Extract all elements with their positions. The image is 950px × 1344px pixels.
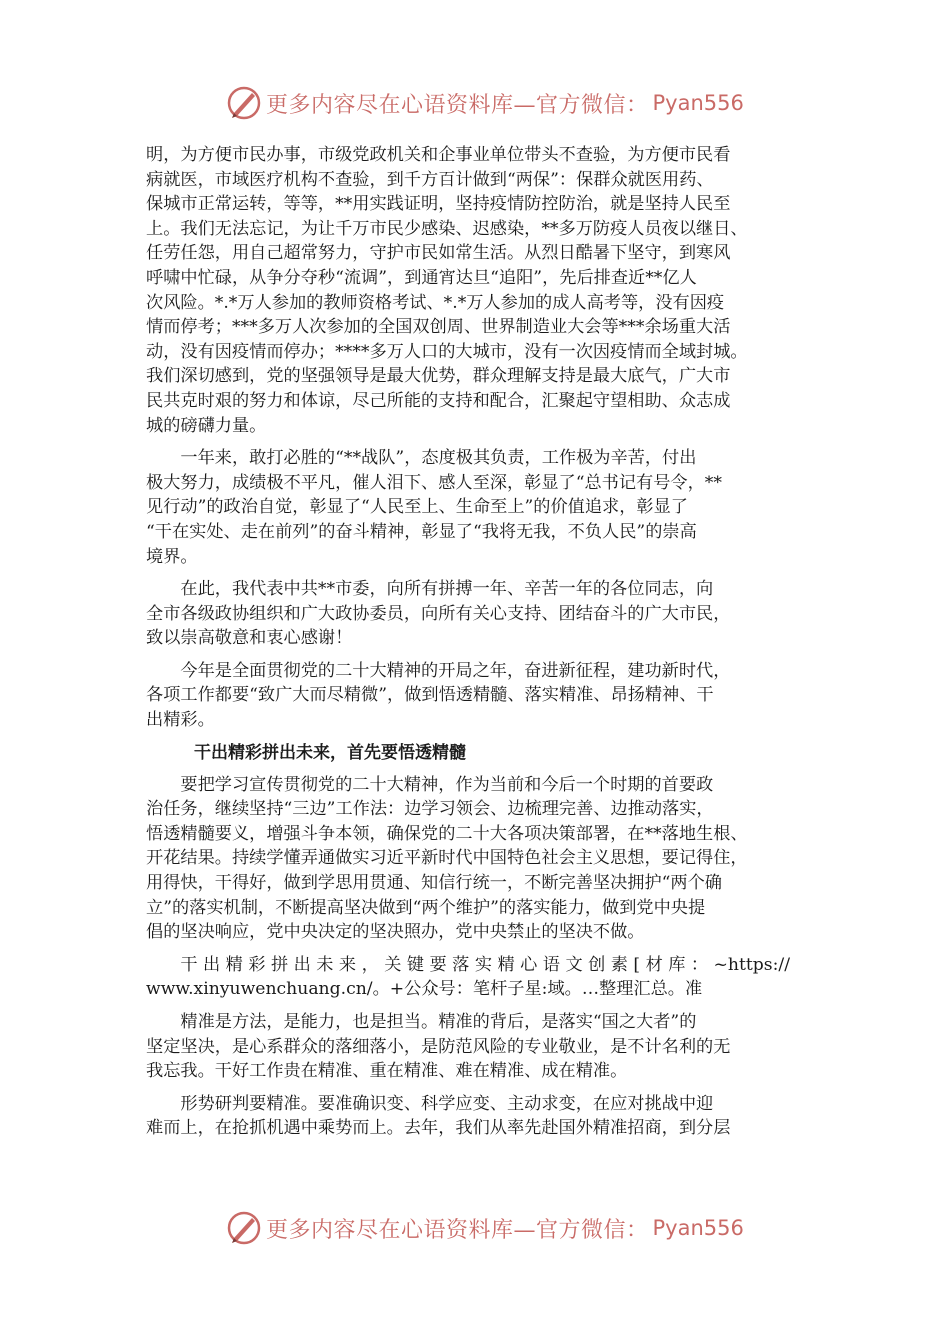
- text-line: 城的磅礴力量。: [146, 415, 267, 436]
- pen-logo-icon: [226, 85, 262, 121]
- text-line: 任劳任怨，用自己超常努力，守护市民如常生活。从烈日酷暑下坚守，到寒风: [146, 243, 731, 264]
- text-line: 情而停考；***多万人次参加的全国双创周、世界制造业大会等***余场重大活: [146, 317, 731, 338]
- text-line: 在此，我代表中共**市委，向所有拼搏一年、辛苦一年的各位同志，向: [146, 579, 714, 600]
- banner-text: 更多内容尽在心语资料库—官方微信：: [266, 92, 649, 118]
- text-line: 各项工作都要“致广大而尽精微”，做到悟透精髓、落实精准、昂扬精神、干: [146, 685, 714, 706]
- text-line: 致以崇高敬意和衷心感谢！: [146, 628, 353, 649]
- header-banner: [0, 83, 950, 123]
- text-line: 今年是全面贯彻党的二十大精神的开局之年，奋进新征程，建功新时代，: [146, 660, 731, 681]
- text-line: 我忘我。干好工作贵在精准、重在精准、难在精准、成在精准。: [146, 1061, 628, 1082]
- text-line: 上。我们无法忘记，为让千万市民少感染、迟感染，**多万防疫人员夜以继日、: [146, 218, 748, 239]
- text-line: 难而上，在抢抓机遇中乘势而上。去年，我们从率先赴国外精准招商，到分层: [146, 1118, 731, 1139]
- text-line: www.xinyuwenchuang.cn/。+公众号：笔杆子星:域。…整理汇总。准: [146, 979, 703, 1000]
- section-heading: 干出精彩拼出未来，首先要悟透精髓: [194, 742, 466, 763]
- text-line: 形势研判要精准。要准确识变、科学应变、主动求变，在应对挑战中迎: [146, 1093, 714, 1114]
- text-line: 保城市正常运转，等等，**用实践证明，坚持疫情防控防治，就是坚持人民至: [146, 194, 731, 215]
- text-line: 境界。: [146, 546, 198, 567]
- paragraph-2: [146, 446, 810, 569]
- text-line: 坚定坚决，是心系群众的落细落小，是防范风险的专业敬业，是不计名利的无: [146, 1036, 731, 1057]
- pen-logo-icon: [226, 1210, 262, 1246]
- text-line: 开花结果。持续学懂弄通做实习近平新时代中国特色社会主义思想，要记得住，: [146, 848, 748, 869]
- text-line: 我们深切感到，党的坚强领导是最大优势，群众理解支持是最大底气，广大市: [146, 366, 731, 387]
- banner-wechat-id: Pyan556: [652, 1216, 744, 1240]
- text-line: 倡的坚决响应，党中央决定的坚决照办，党中央禁止的坚决不做。: [146, 922, 645, 943]
- paragraph-8: [146, 1092, 810, 1141]
- paragraph-3: [146, 577, 810, 651]
- text-line: 精准是方法，是能力，也是担当。精准的背后，是落实“国之大者”的: [146, 1012, 697, 1032]
- text-line: 立”的落实机制，不断提高坚决做到“两个维护”的落实能力，做到党中央提: [146, 897, 706, 918]
- text-line: 极大努力，成绩极不平凡，催人泪下、感人至深，彰显了“总书记有号令，**: [146, 472, 722, 493]
- text-line: 呼啸中忙碌，从争分夺秒“流调”，到通宵达旦“追阳”，先后排查近**亿人: [146, 267, 697, 288]
- paragraph-7: [146, 1010, 810, 1084]
- text-line: 用得快，干得好，做到学思用贯通、知信行统一，不断完善坚决拥护“两个确: [146, 873, 722, 894]
- text-line: 干 出 精 彩 拼 出 未 来 ， 关 键 要 落 实 精 心 语 文 创 素 [ 材 库 ： ~https://: [146, 954, 790, 975]
- text-line: 明，为方便市民办事，市级党政机关和企事业单位带头不查验，为方便市民看: [146, 145, 731, 165]
- text-line: 全市各级政协组织和广大政协委员，向所有关心支持、团结奋斗的广大市民，: [146, 603, 731, 624]
- footer-banner: [0, 1208, 950, 1248]
- text-line: 一年来，敢打必胜的“**战队”，态度极其负责，工作极为辛苦，付出: [146, 448, 697, 469]
- text-line: 病就医，市域医疗机构不查验，到千方百计做到“两保”：保群众就医用药、: [146, 169, 714, 190]
- paragraph-5: [146, 773, 810, 945]
- document-body: [146, 143, 810, 1149]
- text-line: 治任务，继续坚持“三边”工作法：边学习领会、边梳理完善、边推动落实，: [146, 799, 714, 820]
- text-line: 动，没有因疫情而停办；****多万人口的大城市，没有一次因疫情而全域封城。: [146, 341, 748, 362]
- banner-text: 更多内容尽在心语资料库—官方微信：: [266, 1217, 649, 1243]
- banner-wechat-id: Pyan556: [652, 91, 744, 115]
- text-line: 出精彩。: [146, 710, 215, 731]
- text-line: 悟透精髓要义，增强斗争本领，确保党的二十大各项决策部署，在**落地生根、: [146, 823, 748, 844]
- paragraph-6: [146, 953, 810, 1002]
- text-line: “干在实处、走在前列”的奋斗精神，彰显了“我将无我，不负人民”的崇高: [146, 521, 697, 542]
- text-line: 要把学习宣传贯彻党的二十大精神，作为当前和今后一个时期的首要政: [146, 774, 714, 795]
- paragraph-4: [146, 659, 810, 733]
- text-line: 民共克时艰的努力和体谅，尽己所能的支持和配合，汇聚起守望相助、众志成: [146, 390, 731, 411]
- text-line: 见行动”的政治自觉，彰显了“人民至上、生命至上”的价值追求，彰显了: [146, 497, 688, 518]
- paragraph-1: [146, 143, 810, 438]
- text-line: 次风险。*.*万人参加的教师资格考试、*.*万人参加的成人高考等，没有因疫: [146, 292, 725, 313]
